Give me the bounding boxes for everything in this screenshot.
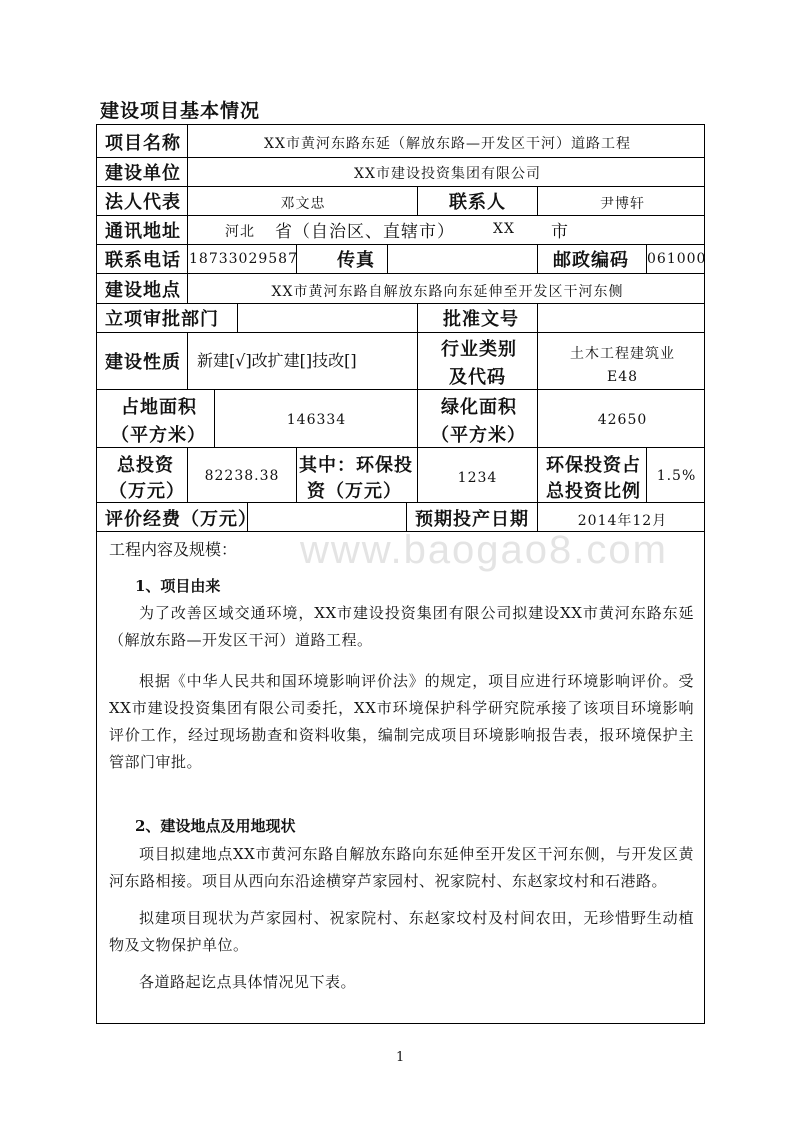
total-investment-value: 82238.38	[204, 468, 280, 484]
section-2-paragraph-1: 项目拟建地点XX市黄河东路自解放东路向东延伸至开发区干河东侧，与开发区黄河东路相接。项目从西向东沿途横穿芦家园村、祝家院村、东赵家坟村和石港路。	[109, 845, 694, 890]
land-area-label-2: （平方米）	[111, 425, 206, 446]
address-province: 河北	[225, 224, 255, 240]
industry-value: 土木工程建筑业	[570, 346, 675, 362]
industry-label-1: 行业类别	[441, 339, 517, 360]
section-2-title: 2、建设地点及用地现状	[135, 817, 296, 835]
section-2-paragraph-3: 各道路起讫点具体情况见下表。	[139, 973, 357, 991]
construction-unit-label: 建设单位	[105, 163, 181, 184]
green-area-label-2: （平方米）	[431, 425, 526, 446]
page-number: 1	[396, 1050, 405, 1065]
phone-value: 18733029587	[189, 251, 298, 267]
address-province-suffix: 省（自治区、直辖市）	[275, 222, 455, 242]
contact-value: 尹博轩	[600, 196, 645, 212]
project-name-value: XX市黄河东路东延（解放东路—开发区干河）道路工程	[264, 136, 631, 152]
production-date-value: 2014年12月	[577, 513, 668, 529]
green-area-label-1: 绿化面积	[441, 397, 517, 418]
watermark: www.baogao8.com	[300, 528, 668, 572]
construction-unit-value: XX市建设投资集团有限公司	[354, 166, 541, 182]
green-area-value: 42650	[597, 412, 648, 428]
approval-dept-label: 立项审批部门	[105, 309, 219, 330]
land-area-value: 146334	[286, 412, 347, 428]
content-heading: 工程内容及规模：	[109, 540, 238, 559]
location-value: XX市黄河东路自解放东路向东延伸至开发区干河东侧	[271, 284, 624, 300]
total-investment-label-2: （万元）	[109, 481, 185, 502]
env-investment-label-2: 资（万元）	[307, 481, 402, 502]
location-label: 建设地点	[105, 280, 181, 301]
industry-label-2: 及代码	[449, 367, 506, 388]
section-1-paragraph-2: 根据《中华人民共和国环境影响评价法》的规定，项目应进行环境影响评价。受XX市建设投资集团有限公司委托，XX市环境保护科学研究院承接了该项目环境影响评价工作，经过现场勘查和资料收集，编制完成项目环境影响报告表，报环境保护主管部门审批。	[109, 672, 694, 771]
phone-label: 联系电话	[105, 250, 181, 271]
section-1-title: 1、项目由来	[135, 577, 221, 595]
env-investment-value: 1234	[457, 470, 498, 486]
industry-code: E48	[606, 369, 639, 385]
fax-label: 传真	[337, 250, 375, 271]
production-date-label: 预期投产日期	[415, 509, 529, 530]
postal-value: 061000	[647, 251, 707, 267]
address-label: 通讯地址	[105, 221, 181, 242]
nature-label: 建设性质	[105, 352, 181, 373]
env-ratio-label-2: 总投资比例	[546, 481, 641, 502]
approval-doc-label: 批准文号	[443, 309, 519, 330]
address-city: XX	[493, 221, 515, 237]
legal-rep-label: 法人代表	[105, 192, 181, 213]
basic-info-form	[96, 124, 705, 1024]
land-area-label-1: 占地面积	[121, 397, 197, 418]
legal-rep-value: 邓文忠	[280, 196, 326, 212]
page-title: 建设项目基本情况	[100, 100, 261, 122]
address-city-suffix: 市	[551, 222, 569, 242]
section-2-paragraph-2: 拟建项目现状为芦家园村、祝家院村、东赵家坟村及村间农田，无珍惜野生动植物及文物保护单位。	[109, 909, 694, 954]
section-1-paragraph-1: 为了改善区域交通环境，XX市建设投资集团有限公司拟建设XX市黄河东路东延（解放东路—开发区干河）道路工程。	[109, 604, 694, 649]
contact-label: 联系人	[449, 192, 506, 213]
total-investment-label-1: 总投资	[117, 455, 174, 476]
env-investment-label-1: 其中：环保投	[299, 455, 413, 476]
nature-value: 新建[√]改扩建[]技改[]	[197, 351, 357, 370]
project-name-label: 项目名称	[105, 133, 181, 154]
evaluation-fee-label: 评价经费（万元）	[105, 509, 257, 530]
postal-label: 邮政编码	[553, 250, 629, 271]
env-ratio-label-1: 环保投资占	[546, 455, 641, 476]
env-ratio-value: 1.5%	[656, 468, 697, 484]
